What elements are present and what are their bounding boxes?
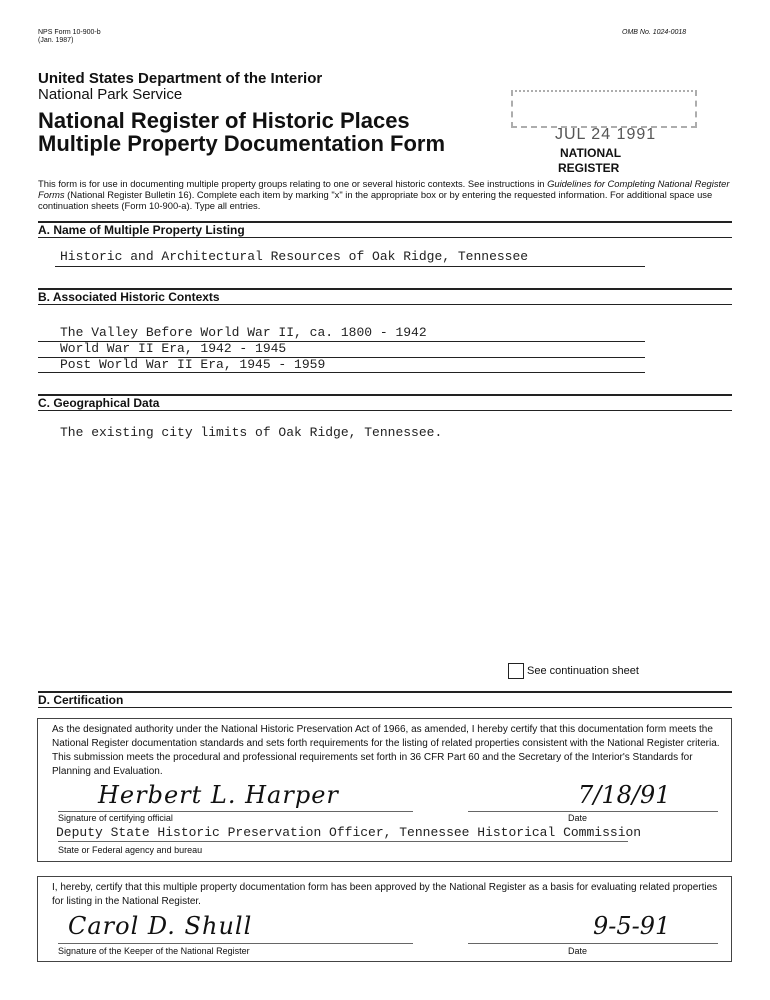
- keeper-signature: Carol D. Shull: [68, 912, 253, 940]
- stamp-line1: NATIONAL: [560, 146, 622, 160]
- keeper-box: [37, 876, 732, 962]
- certifying-date: 7/18/91: [578, 781, 671, 809]
- section-b-heading: B. Associated Historic Contexts: [38, 290, 220, 304]
- service: National Park Service: [38, 86, 183, 103]
- page-title-line2: Multiple Property Documentation Form: [38, 131, 446, 156]
- agency: Deputy State Historic Preservation Officer, Tennessee Historical Commission: [56, 825, 642, 840]
- certification-box: [37, 718, 732, 862]
- department: United States Department of the Interior: [38, 70, 323, 87]
- section-c-heading: C. Geographical Data: [38, 396, 160, 410]
- continuation-checkbox[interactable]: [508, 663, 524, 679]
- keeper-signature-label: Signature of the Keeper of the National Register: [58, 946, 250, 956]
- form-date: (Jan. 1987): [38, 37, 74, 44]
- keeper-date-label: Date: [568, 946, 588, 956]
- geographical-data: The existing city limits of Oak Ridge, Tennessee.: [60, 425, 443, 440]
- date-label: Date: [568, 813, 588, 823]
- omb-number: OMB No. 1024-0018: [622, 29, 687, 36]
- certification-text: As the designated authority under the National Historic Preservation Act of 1966, as amended, I hereby certify that this documentation form meets the National Register documentation standards and sets forth requirements for the listing of related properties consistent with the National Register criteria. This submission meets the procedural and professional requirements set forth in 36 CFR Part 60 and the Secretary of the Interior's Standards for Planning and Evaluation.: [52, 724, 720, 777]
- property-listing-name: Historic and Architectural Resources of Oak Ridge, Tennessee: [60, 249, 529, 264]
- form-number: NPS Form 10-900-b: [38, 29, 101, 36]
- page-title-line1: National Register of Historic Places: [38, 108, 410, 133]
- intro-text: This form is for use in documenting multiple property groups relating to one or several historic contexts. See instructions in Guidelines for Completing National Register Forms (National Register Bulletin 16). Complete each item by marking "x" in the appropriate box or by entering the requested information. For additional space use continuation sheets (Form 10-900-a). Type all entries.: [38, 178, 730, 211]
- context-item: Post World War II Era, 1945 - 1959: [60, 357, 326, 372]
- signature-label: Signature of certifying official: [58, 813, 173, 823]
- agency-label: State or Federal agency and bureau: [58, 845, 203, 855]
- continuation-label: See continuation sheet: [527, 665, 639, 677]
- keeper-date: 9-5-91: [593, 912, 671, 940]
- stamp-line2: REGISTER: [558, 161, 620, 175]
- stamp-date: JUL 24 1991: [555, 126, 657, 143]
- keeper-text: I, hereby, certify that this multiple property documentation form has been approved by the National Register as a basis for evaluating related properties for listing in the National Register.: [52, 882, 718, 907]
- context-item: World War II Era, 1942 - 1945: [60, 341, 287, 356]
- context-item: The Valley Before World War II, ca. 1800 - 1942: [60, 325, 427, 340]
- certifying-signature: Herbert L. Harper: [98, 781, 339, 809]
- section-d-heading: D. Certification: [38, 693, 124, 707]
- section-a-heading: A. Name of Multiple Property Listing: [38, 223, 245, 237]
